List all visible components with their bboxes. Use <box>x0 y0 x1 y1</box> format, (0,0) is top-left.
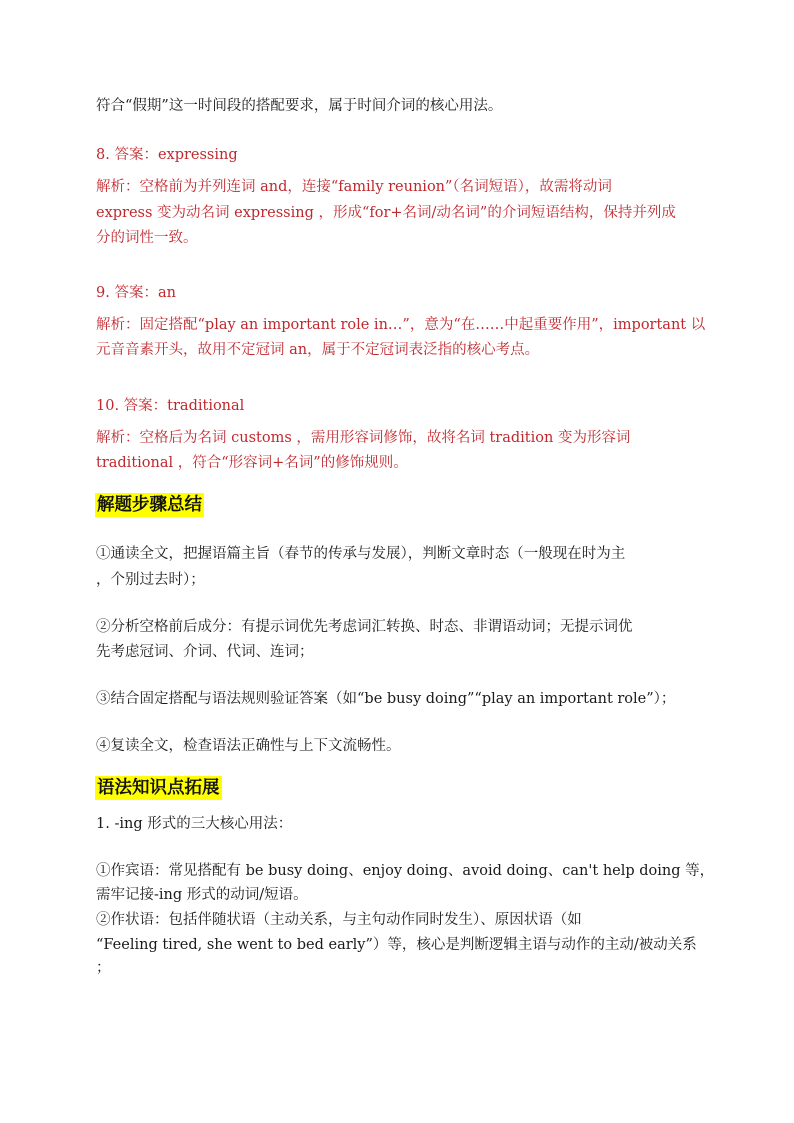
extension-item-1-line: 需牢记接-ing 形式的动词/短语。 <box>96 887 308 903</box>
extension-subtitle: 1. -ing 形式的三大核心用法： <box>96 816 293 832</box>
q8-analysis-line: 解析：空格前为并列连词 and，连接“family reunion”（名词短语），故需将动词 <box>96 179 612 195</box>
q8-answer: 8. 答案：expressing <box>96 147 238 163</box>
steps-heading: 解题步骤总结 <box>97 495 202 515</box>
step-item-1-line: ①通读全文，把握语篇主旨（春节的传承与发展），判断文章时态（一般现在时为主 <box>96 546 626 562</box>
q9-analysis-line: 元音音素开头，故用不定冠词 an，属于不定冠词表泛指的核心考点。 <box>96 342 540 358</box>
q8-analysis-line: express 变为动名词 expressing ，形成“for+名词/动名词”的介词短语结构，保持并列成 <box>96 205 676 221</box>
q10-analysis-line: 解析：空格后为名词 customs ，需用形容词修饰，故将名词 tradition 变为形容词 <box>96 430 631 446</box>
extension-item-2-line: ②作状语：包括伴随状语（主动关系，与主句动作同时发生）、原因状语（如 <box>96 912 582 928</box>
extension-item-2-line: “Feeling tired, she went to bed early”）等，核心是判断逻辑主语与动作的主动/被动关系 <box>96 937 697 953</box>
q9-analysis-line: 解析：固定搭配“play an important role in…”，意为“在……中起重要作用”，important 以 <box>96 317 706 333</box>
step-item-4-line: ④复读全文，检查语法正确性与上下文流畅性。 <box>96 738 401 754</box>
extension-item-2-line: ； <box>96 960 111 976</box>
extension-item-1-line: ①作宾语：常见搭配有 be busy doing、enjoy doing、avoid doing、can't help doing 等， <box>96 863 715 879</box>
step-item-3-line: ③结合固定搭配与语法规则验证答案（如“be busy doing”“play an important role”）； <box>96 691 676 707</box>
q7-analysis-tail: 符合“假期”这一时间段的搭配要求，属于时间介词的核心用法。 <box>96 98 503 114</box>
q10-answer: 10. 答案：traditional <box>96 398 245 414</box>
q8-analysis-line: 分的词性一致。 <box>96 230 198 246</box>
extension-heading: 语法知识点拓展 <box>97 778 220 798</box>
step-item-1-line: ，个别过去时）； <box>96 572 205 588</box>
step-item-2-line: 先考虑冠词、介词、代词、连词； <box>96 644 314 660</box>
q9-answer: 9. 答案：an <box>96 285 176 301</box>
step-item-2-line: ②分析空格前后成分：有提示词优先考虑词汇转换、时态、非谓语动词；无提示词优 <box>96 619 633 635</box>
q10-analysis-line: traditional ，符合“形容词+名词”的修饰规则。 <box>96 455 408 471</box>
